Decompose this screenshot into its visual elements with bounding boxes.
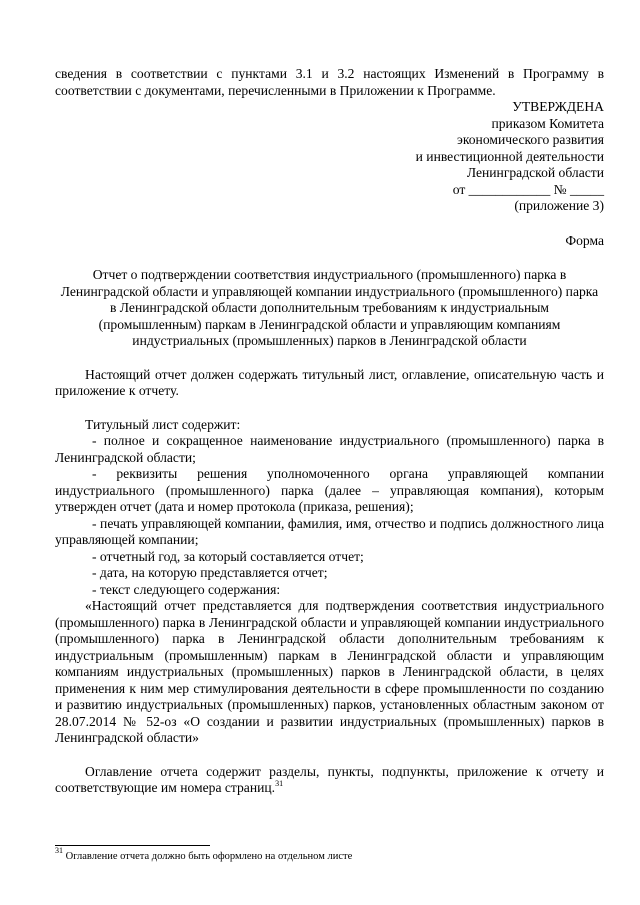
list-item-text: - текст следующего содержания:: [92, 581, 281, 597]
list-item-year: - отчетный год, за который составляется отчет;: [92, 548, 364, 564]
footnote-separator: [55, 845, 210, 846]
footnote: [55, 846, 353, 863]
footnote-number: 31: [55, 846, 63, 855]
list-item-name: - полное и сокращенное наименование индустриального (промышленного) парка в Ленинградской области;: [55, 433, 604, 465]
list-item-requisites: - реквизиты решения уполномоченного органа управляющей компании индустриального (промышленного) парка (далее – управляющая компания), которым утвержден отчет (дата и номер протокола (приказа, решения);: [55, 466, 604, 514]
list-item-date: - дата, на которую представляется отчет;: [92, 565, 328, 580]
toc-text: Оглавление отчета содержит разделы, пункты, подпункты, приложение к отчету и соответствующие им номера страниц.: [55, 763, 604, 795]
footnote-reference: 31: [275, 779, 284, 788]
report-title: Отчет о подтверждении соответствия индустриального (промышленного) парка в Ленинградской области и управляющей компании индустриального (промышленного) парка в Ленинградской области дополнительным требованиям к индустриальным (промышленным) паркам в Ленинградской области и управляющим компаниям индустриальных (промышленных) парков в Ленинградской области: [60, 267, 599, 348]
approval-title: УТВЕРЖДЕНА: [512, 99, 604, 114]
approval-line-4: и инвестиционной деятельности: [415, 148, 604, 164]
toc-paragraph: [55, 764, 604, 797]
quote-paragraph: «Настоящий отчет представляется для подтверждения соответствия индустриального (промышленного) парка в Ленинградской области и управляющей компании индустриального (промышленного) парка в Ленинградской области дополнительным требованиям к индустриальным (промышленным) паркам в Ленинградской области и управляющим компаниям индустриальных (промышленных) парков в Ленинградской области, в целях применения к ним мер стимулирования деятельности в сфере промышленности по созданию и развитию индустриальных (промышленных) парков, установленных областным законом от 28.07.2014 № 52-оз «О создании и развитии индустриальных (промышленных) парков в Ленинградской области»: [55, 598, 604, 745]
list-item-seal: - печать управляющей компании, фамилия, имя, отчество и подпись должностного лица управляющей компании;: [55, 515, 604, 547]
approval-appendix: (приложение 3): [514, 198, 604, 213]
form-label: Форма: [565, 232, 604, 248]
footnote-text: Оглавление отчета должно быть оформлено на отдельном листе: [65, 851, 353, 862]
approval-block: [55, 99, 604, 215]
intro-paragraph: сведения в соответствии с пунктами 3.1 и 3.2 настоящих Изменений в Программу в соответствии с документами, перечисленными в Приложении к Программе.: [55, 66, 604, 98]
approval-line-2: приказом Комитета: [491, 115, 604, 131]
approval-line-3: экономического развития: [457, 132, 604, 147]
title-page-heading: Титульный лист содержит:: [85, 416, 241, 432]
document-page: [55, 66, 604, 797]
contents-paragraph: Настоящий отчет должен содержать титульный лист, оглавление, описательную часть и приложение к отчету.: [55, 366, 604, 398]
approval-date-number: от ____________ № _____: [452, 181, 604, 197]
approval-line-5: Ленинградской области: [466, 165, 604, 180]
